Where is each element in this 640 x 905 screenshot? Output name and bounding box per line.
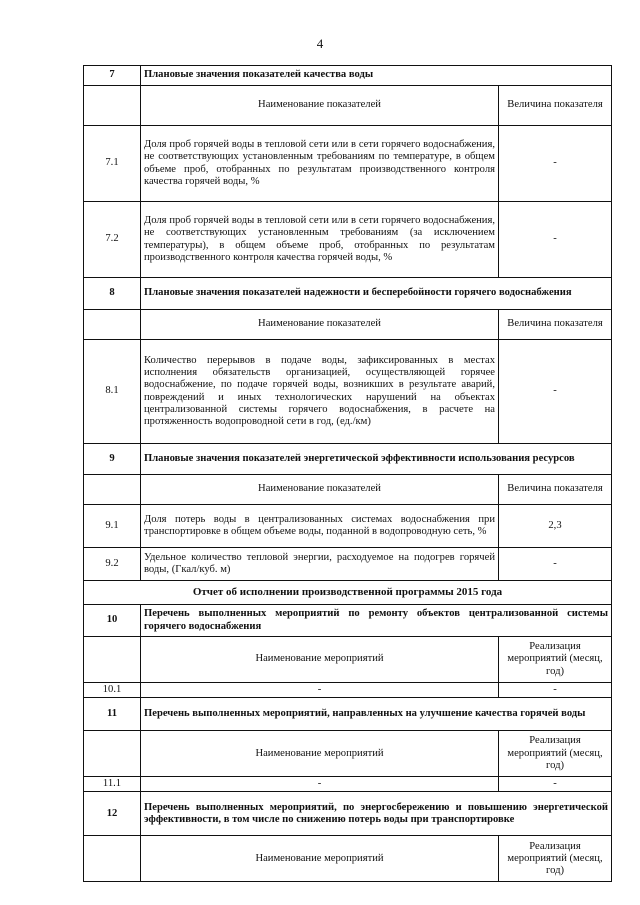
section-title: Плановые значения показателей энергетической эффективности использования ресурсов <box>141 444 612 475</box>
section-7-header <box>84 66 612 86</box>
row-description: - <box>141 777 499 792</box>
row-description: Доля потерь воды в централизованных системах водоснабжения при транспортировке в общем объеме воды, поданной в водопроводную сеть, % <box>141 505 499 548</box>
section-8-columns <box>84 310 612 340</box>
row-description: Доля проб горячей воды в тепловой сети или в сети горячего водоснабжения, не соответствующих установленным требованиям по температуре, в общем объеме проб, отобранных по результатам производственного контроля качества горячей воды, % <box>141 126 499 202</box>
column-header-name: Наименование мероприятий <box>141 637 499 683</box>
row-value: - <box>499 202 612 278</box>
section-10-columns <box>84 637 612 683</box>
row-number: 9.2 <box>84 548 141 581</box>
section-12-header <box>84 792 612 836</box>
section-number: 12 <box>84 792 141 836</box>
section-title: Перечень выполненных мероприятий, по энергосбережению и повышению энергетической эффективности, в том числе по снижению потерь воды при транспортировке <box>141 792 612 836</box>
section-title: Плановые значения показателей надежности и бесперебойности горячего водоснабжения <box>141 278 612 310</box>
section-number: 8 <box>84 278 141 310</box>
section-title: Плановые значения показателей качества воды <box>141 66 612 86</box>
row-number: 9.1 <box>84 505 141 548</box>
column-header-name: Наименование мероприятий <box>141 731 499 777</box>
section-11-header <box>84 698 612 731</box>
page-number: 4 <box>316 36 324 51</box>
row-value: - <box>499 683 612 698</box>
section-number: 11 <box>84 698 141 731</box>
row-value: - <box>499 548 612 581</box>
indicators-table <box>83 65 612 882</box>
empty-cell <box>84 731 141 777</box>
section-title: Перечень выполненных мероприятий, направленных на улучшение качества горячей воды <box>141 698 612 731</box>
table-row <box>84 505 612 548</box>
row-number: 7.2 <box>84 202 141 278</box>
section-title: Перечень выполненных мероприятий по ремонту объектов централизованной системы горячего водоснабжения <box>141 605 612 637</box>
row-number: 11.1 <box>84 777 141 792</box>
row-description: - <box>141 683 499 698</box>
row-value: - <box>499 340 612 444</box>
section-8-header <box>84 278 612 310</box>
section-10-header <box>84 605 612 637</box>
table-row <box>84 683 612 698</box>
section-11-columns <box>84 731 612 777</box>
row-number: 10.1 <box>84 683 141 698</box>
column-header-value: Реализация мероприятий (месяц, год) <box>499 836 612 882</box>
column-header-value: Реализация мероприятий (месяц, год) <box>499 731 612 777</box>
column-header-name: Наименование показателей <box>141 86 499 126</box>
empty-cell <box>84 836 141 882</box>
section-9-columns <box>84 475 612 505</box>
empty-cell <box>84 637 141 683</box>
table-row <box>84 126 612 202</box>
column-header-value: Величина показателя <box>499 310 612 340</box>
table-row <box>84 777 612 792</box>
report-title: Отчет об исполнении производственной программы 2015 года <box>84 581 612 605</box>
column-header-name: Наименование показателей <box>141 475 499 505</box>
section-number: 7 <box>84 66 141 86</box>
row-description: Доля проб горячей воды в тепловой сети или в сети горячего водоснабжения, не соответствующих установленным требованиям (за исключением температуры), в общем объеме проб, отобранных по результатам производственного контроля качества горячей воды, % <box>141 202 499 278</box>
empty-cell <box>84 475 141 505</box>
table-row <box>84 340 612 444</box>
column-header-value: Величина показателя <box>499 86 612 126</box>
table-row <box>84 202 612 278</box>
section-12-columns <box>84 836 612 882</box>
section-number: 10 <box>84 605 141 637</box>
column-header-value: Реализация мероприятий (месяц, год) <box>499 637 612 683</box>
row-number: 7.1 <box>84 126 141 202</box>
table-row <box>84 548 612 581</box>
section-9-header <box>84 444 612 475</box>
column-header-value: Величина показателя <box>499 475 612 505</box>
column-header-name: Наименование показателей <box>141 310 499 340</box>
row-description: Удельное количество тепловой энергии, расходуемое на подогрев горячей воды, (Гкал/куб. м) <box>141 548 499 581</box>
section-number: 9 <box>84 444 141 475</box>
report-title-row <box>84 581 612 605</box>
empty-cell <box>84 86 141 126</box>
section-7-columns <box>84 86 612 126</box>
row-value: - <box>499 777 612 792</box>
row-value: - <box>499 126 612 202</box>
column-header-name: Наименование мероприятий <box>141 836 499 882</box>
empty-cell <box>84 310 141 340</box>
row-value: 2,3 <box>499 505 612 548</box>
row-description: Количество перерывов в подаче воды, зафиксированных в местах исполнения обязательств организацией, осуществляющей горячее водоснабжение, по подаче горячей воды, возникших в результате аварий, повреждений и иных технологических нарушений на объектах централизованной системы горячего водоснабжения, в расчете на протяженность водопроводной сети в год, (ед./км) <box>141 340 499 444</box>
row-number: 8.1 <box>84 340 141 444</box>
